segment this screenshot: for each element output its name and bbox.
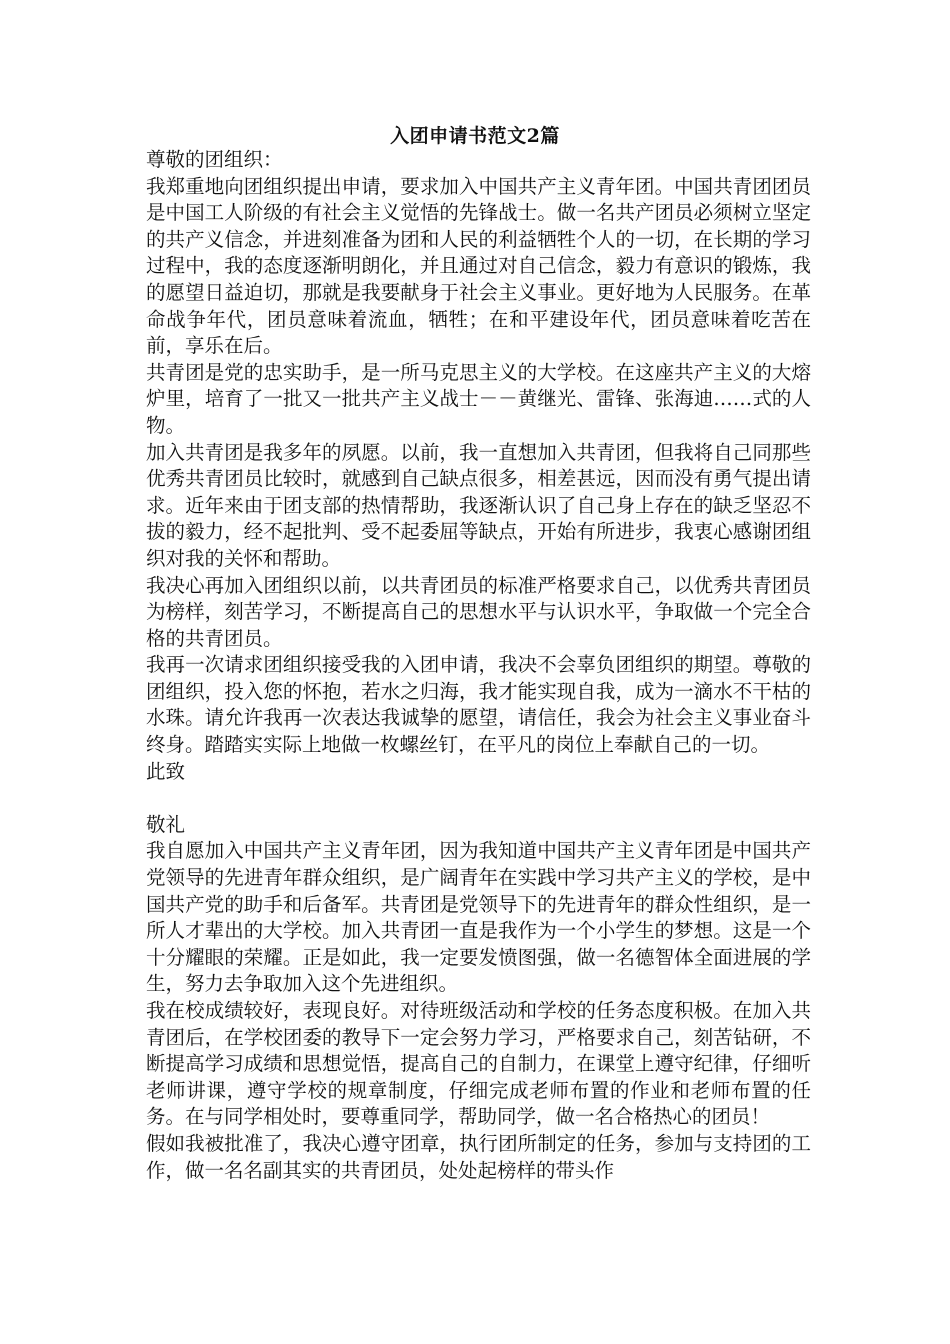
paragraph: 我在校成绩较好，表现良好。对待班级活动和学校的任务态度积极。在加入共青团后，在学校团委的教导下一定会努力学习，严格要求自己，刻苦钻研，不断提高学习成绩和思想觉悟，提高自己的自制力，在课堂上遵守纪律，仔细听老师讲课，遵守学校的规章制度，仔细完成老师布置的作业和老师布置的任务。在与同学相处时，要尊重同学，帮助同学，做一名合格热心的团员！ [146, 999, 811, 1129]
paragraph: 共青团是党的忠实助手，是一所马克思主义的大学校。在这座共产主义的大熔炉里，培育了一批又一批共产主义战士－－黄继光、雷锋、张海迪……式的人物。 [146, 360, 811, 437]
paragraph: 我自愿加入中国共产主义青年团，因为我知道中国共产主义青年团是中国共产党领导的先进青年群众组织，是广阔青年在实践中学习共产主义的学校，是中国共产党的助手和后备军。共青团是党领导下的先进青年的群众性组织，是一所人才辈出的大学校。加入共青团一直是我作为一个小学生的梦想。这是一个十分耀眼的荣耀。正是如此，我一定要发愤图强，做一名德智体全面进展的学生，努力去争取加入这个先进组织。 [146, 839, 811, 996]
blank-line [146, 785, 811, 812]
document-body [146, 147, 811, 1184]
paragraph: 加入共青团是我多年的夙愿。以前，我一直想加入共青团，但我将自己同那些优秀共青团员比较时，就感到自己缺点很多，相差甚远，因而没有勇气提出请求。近年来由于团支部的热情帮助，我逐渐认识了自己身上存在的缺乏坚忍不拔的毅力，经不起批判、受不起委屈等缺点，开始有所进步，我衷心感谢团组织对我的关怀和帮助。 [146, 440, 811, 570]
paragraph: 我决心再加入团组织以前，以共青团员的标准严格要求自己，以优秀共青团员为榜样，刻苦学习，不断提高自己的思想水平与认识水平，争取做一个完全合格的共青团员。 [146, 573, 811, 650]
closing-line: 此致 [146, 759, 186, 783]
document-title: 入团申请书范文2篇 [390, 125, 560, 147]
salutation: 尊敬的团组织： [146, 148, 283, 171]
paragraph: 我郑重地向团组织提出申请，要求加入中国共产主义青年团。中国共青团团员是中国工人阶级的有社会主义觉悟的先锋战士。做一名共产团员必须树立坚定的共产义信念，并进刻准备为团和人民的利益牺牲个人的一切，在长期的学习过程中，我的态度逐渐明朗化，并且通过对自己信念，毅力有意识的锻炼，我的愿望日益迫切，那就是我要献身于社会主义事业。更好地为人民服务。在革命战争年代，团员意味着流血，牺牲；在和平建设年代，团员意味着吃苦在前，享乐在后。 [146, 174, 811, 358]
closing-line: 敬礼 [146, 812, 186, 836]
paragraph: 我再一次请求团组织接受我的入团申请，我决不会辜负团组织的期望。尊敬的团组织，投入您的怀抱，若水之归海，我才能实现自我，成为一滴水不干枯的水珠。请允许我再一次表达我诚挚的愿望，请信任，我会为社会主义事业奋斗终身。踏踏实实际上地做一枚螺丝钉，在平凡的岗位上奉献自己的一切。 [146, 653, 811, 757]
paragraph: 假如我被批准了，我决心遵守团章，执行团所制定的任务，参加与支持团的工作，做一名名副其实的共青团员，处处起榜样的带头作 [146, 1131, 811, 1182]
